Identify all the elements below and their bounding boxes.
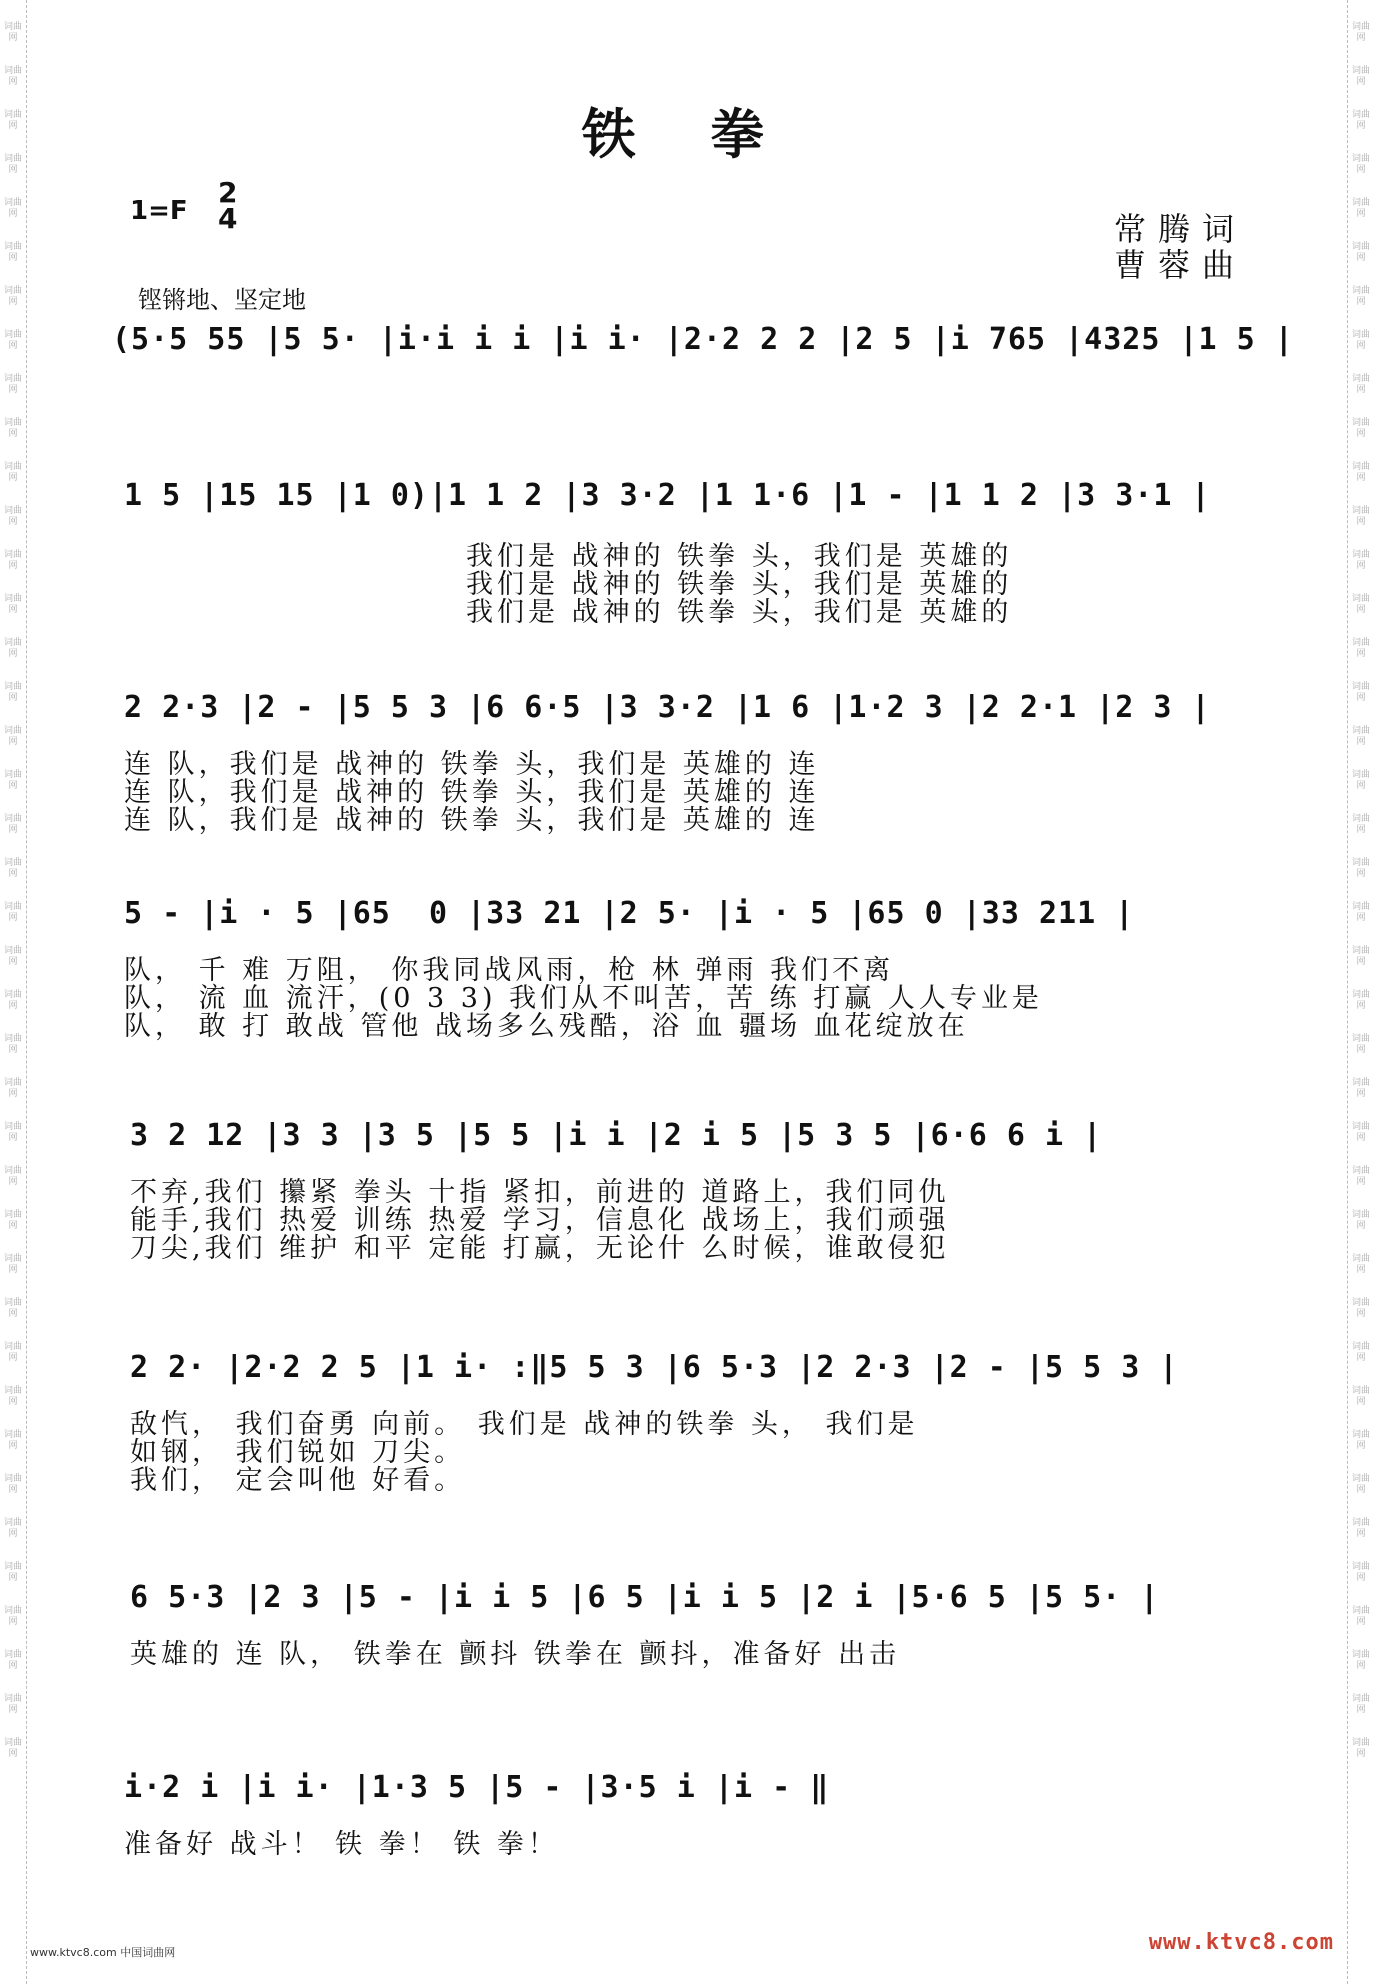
- lyric-verse-2: 如钢， 我们锐如 刀尖。: [130, 1437, 466, 1468]
- watermark-text: 词曲网: [1351, 1562, 1370, 1583]
- lyric-verse-2: 能手,我们 热爱 训练 热爱 学习，信息化 战场上，我们顽强: [130, 1205, 950, 1236]
- watermark-text: 词曲网: [1351, 1738, 1370, 1759]
- staff-notes: 2 2· |2·2 2 5 |1 i· :‖5 5 3 |6 5·3 |2 2·3 |2 - |5 5 3 |: [130, 1350, 1179, 1385]
- staff-notes: 3 2 12 |3 3 |3 5 |5 5 |i i |2 i 5 |5 3 5 |6·6 6 i |: [130, 1118, 1103, 1153]
- watermark-text: 词曲网: [1351, 594, 1370, 615]
- time-signature: [218, 176, 238, 235]
- watermark-text: 词曲网: [3, 374, 22, 395]
- watermark-text: 词曲网: [3, 1650, 22, 1671]
- watermark-text: 词曲网: [3, 154, 22, 175]
- staff-notes: 6 5·3 |2 3 |5 - |i i 5 |6 5 |i i 5 |2 i |5·6 5 |5 5· |: [130, 1580, 1160, 1615]
- watermark-text: 词曲网: [1351, 286, 1370, 307]
- lyric-verse-2: 连 队，我们是 战神的 铁拳 头，我们是 英雄的 连: [124, 777, 820, 808]
- watermark-text: 词曲网: [3, 594, 22, 615]
- watermark-text: 词曲网: [3, 1738, 22, 1759]
- watermark-text: 词曲网: [3, 1562, 22, 1583]
- watermark-text: 词曲网: [3, 462, 22, 483]
- watermark-text: 词曲网: [1351, 1650, 1370, 1671]
- watermark-text: 词曲网: [1351, 1122, 1370, 1143]
- watermark-text: 词曲网: [1351, 22, 1370, 43]
- time-sig-top: 2: [218, 176, 238, 209]
- watermark-text: 词曲网: [1351, 1606, 1370, 1627]
- lyric-verse-2: 队， 流 血 流汗，(0 3 3) 我们从不叫苦，苦 练 打赢 人人专业是: [124, 983, 1043, 1014]
- key-signature: 1=F: [130, 196, 188, 226]
- watermark-text: 词曲网: [3, 506, 22, 527]
- watermark-text: 词曲网: [1351, 814, 1370, 835]
- lyric-verse-1: 队， 千 难 万阻， 你我同战风雨，枪 林 弹雨 我们不离: [124, 955, 895, 986]
- watermark-text: 词曲网: [1351, 1474, 1370, 1495]
- watermark-text: 词曲网: [1351, 418, 1370, 439]
- watermark-text: 词曲网: [1351, 462, 1370, 483]
- lyric-verse-1: 连 队，我们是 战神的 铁拳 头，我们是 英雄的 连: [124, 749, 820, 780]
- watermark-text: 词曲网: [3, 770, 22, 791]
- staff-notes: i·2 i |i i· |1·3 5 |5 - |3·5 i |i - ‖: [124, 1770, 830, 1805]
- watermark-text: 词曲网: [3, 1078, 22, 1099]
- watermark-text: 词曲网: [3, 990, 22, 1011]
- watermark-text: 词曲网: [1351, 1254, 1370, 1275]
- watermark-text: 词曲网: [3, 858, 22, 879]
- watermark-text: 词曲网: [3, 1606, 22, 1627]
- watermark-text: 词曲网: [3, 1298, 22, 1319]
- watermark-text: 词曲网: [3, 1166, 22, 1187]
- lyric-verse-3: 队， 敢 打 敢战 管他 战场多么残酷，浴 血 疆场 血花绽放在: [124, 1011, 969, 1042]
- lyric-verse-3: 我们是 战神的 铁拳 头，我们是 英雄的: [466, 597, 1013, 628]
- watermark-text: 词曲网: [3, 1210, 22, 1231]
- watermark-text: 词曲网: [3, 1694, 22, 1715]
- watermark-text: 词曲网: [3, 1122, 22, 1143]
- watermark-text: 词曲网: [1351, 1430, 1370, 1451]
- watermark-text: 词曲网: [1351, 154, 1370, 175]
- watermark-text: 词曲网: [1351, 770, 1370, 791]
- watermark-text: 词曲网: [3, 286, 22, 307]
- watermark-text: 词曲网: [1351, 1078, 1370, 1099]
- watermark-text: 词曲网: [3, 1034, 22, 1055]
- watermark-text: 词曲网: [1351, 902, 1370, 923]
- watermark-text: 词曲网: [1351, 990, 1370, 1011]
- watermark-text: 词曲网: [1351, 1342, 1370, 1363]
- lyric-verse-1: 敌忾， 我们奋勇 向前。 我们是 战神的铁拳 头， 我们是: [130, 1409, 919, 1440]
- watermark-text: 词曲网: [1351, 1694, 1370, 1715]
- watermark-text: 词曲网: [1351, 330, 1370, 351]
- lyric-verse-3: 刀尖,我们 维护 和平 定能 打赢，无论什 么时候，谁敢侵犯: [130, 1233, 950, 1264]
- watermark-text: 词曲网: [3, 902, 22, 923]
- watermark-text: 词曲网: [3, 946, 22, 967]
- watermark-text: 词曲网: [3, 242, 22, 263]
- lyric-verse-3: 连 队，我们是 战神的 铁拳 头，我们是 英雄的 连: [124, 805, 820, 836]
- lyric-verse-3: 我们， 定会叫他 好看。: [130, 1465, 466, 1496]
- watermark-text: 词曲网: [1351, 110, 1370, 131]
- staff-notes: (5·5 55 |5 5· |i·i i i |i i· |2·2 2 2 |2 5 |i 765 |4325 |1 5 |: [112, 322, 1294, 357]
- watermark-text: 词曲网: [3, 638, 22, 659]
- watermark-text: 词曲网: [3, 418, 22, 439]
- watermark-text: 词曲网: [3, 1474, 22, 1495]
- watermark-text: 词曲网: [3, 66, 22, 87]
- watermark-text: 词曲网: [1351, 198, 1370, 219]
- lyric-verse-1: 准备好 战斗！ 铁 拳！ 铁 拳！: [124, 1829, 559, 1860]
- page-title: 铁 拳: [581, 103, 793, 166]
- footer-source: www.ktvc8.com 中国词曲网: [30, 1946, 176, 1959]
- lyric-verse-1: 我们是 战神的 铁拳 头，我们是 英雄的: [466, 541, 1013, 572]
- footer-logo: www.ktvc8.com: [1148, 1930, 1334, 1955]
- lyricist-credit: 常腾词: [1113, 210, 1246, 248]
- watermark-text: 词曲网: [1351, 726, 1370, 747]
- watermark-text: 词曲网: [3, 110, 22, 131]
- watermark-text: 词曲网: [3, 1430, 22, 1451]
- watermark-text: 词曲网: [3, 550, 22, 571]
- right-margin-watermark: [1347, 0, 1374, 1984]
- lyric-verse-1: 不弃,我们 攥紧 拳头 十指 紧扣，前进的 道路上，我们同仇: [130, 1177, 950, 1208]
- composer-credit: 曹蓉曲: [1113, 246, 1246, 284]
- watermark-text: 词曲网: [1351, 374, 1370, 395]
- watermark-text: 词曲网: [3, 1254, 22, 1275]
- watermark-text: 词曲网: [1351, 66, 1370, 87]
- tempo-marking: 铿锵地、坚定地: [138, 286, 306, 314]
- watermark-text: 词曲网: [1351, 1386, 1370, 1407]
- watermark-text: 词曲网: [3, 814, 22, 835]
- lyric-verse-1: 英雄的 连 队， 铁拳在 颤抖 铁拳在 颤抖，准备好 出击: [130, 1639, 901, 1670]
- watermark-text: 词曲网: [1351, 550, 1370, 571]
- left-margin-watermark: [0, 0, 27, 1984]
- watermark-text: 词曲网: [1351, 638, 1370, 659]
- watermark-text: 词曲网: [1351, 242, 1370, 263]
- watermark-text: 词曲网: [3, 726, 22, 747]
- watermark-text: 词曲网: [1351, 1518, 1370, 1539]
- watermark-text: 词曲网: [3, 1518, 22, 1539]
- watermark-text: 词曲网: [3, 1386, 22, 1407]
- watermark-text: 词曲网: [1351, 506, 1370, 527]
- watermark-text: 词曲网: [3, 682, 22, 703]
- watermark-text: 词曲网: [1351, 1034, 1370, 1055]
- watermark-text: 词曲网: [1351, 1210, 1370, 1231]
- watermark-text: 词曲网: [3, 1342, 22, 1363]
- watermark-text: 词曲网: [1351, 858, 1370, 879]
- watermark-text: 词曲网: [1351, 682, 1370, 703]
- watermark-text: 词曲网: [3, 330, 22, 351]
- watermark-text: 词曲网: [1351, 1166, 1370, 1187]
- lyric-verse-2: 我们是 战神的 铁拳 头，我们是 英雄的: [466, 569, 1013, 600]
- staff-notes: 5 - |i · 5 |65 0 |33 21 |2 5· |i · 5 |65 0 |33 211 |: [124, 896, 1135, 931]
- watermark-text: 词曲网: [1351, 946, 1370, 967]
- watermark-text: 词曲网: [3, 22, 22, 43]
- staff-notes: 1 5 |15 15 |1 0)|1 1 2 |3 3·2 |1 1·6 |1 - |1 1 2 |3 3·1 |: [124, 478, 1211, 513]
- watermark-text: 词曲网: [3, 198, 22, 219]
- watermark-text: 词曲网: [1351, 1298, 1370, 1319]
- time-sig-bottom: 4: [218, 202, 238, 235]
- staff-notes: 2 2·3 |2 - |5 5 3 |6 6·5 |3 3·2 |1 6 |1·2 3 |2 2·1 |2 3 |: [124, 690, 1211, 725]
